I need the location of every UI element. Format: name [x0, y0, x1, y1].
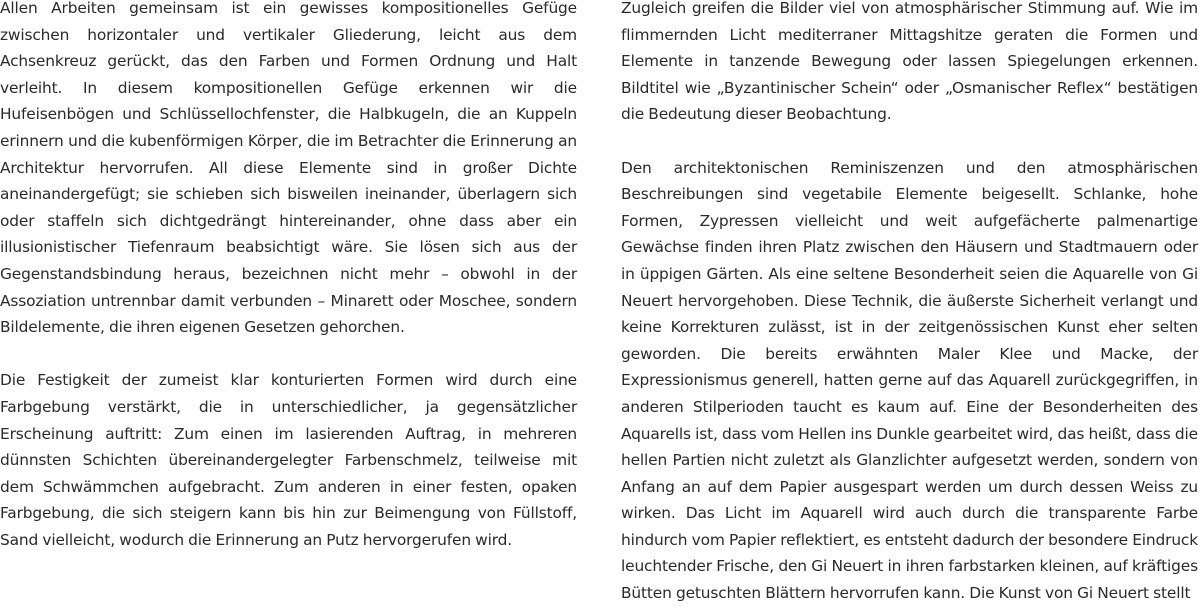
body-paragraph: Zugleich greifen die Bilder viel von atmosphärischer Stimmung auf. Wie im flimmernden Licht mediterraner Mittagshitze geraten die Formen und Elemente in tanzende Bewegung oder lassen Spiegelungen erkennen. Bildtitel wie „Byzantinischer Schein“ oder „Osmanischer Reflex“ bestätigen die Bedeutung dieser Beobachtung. [621, 0, 1198, 124]
text-column-right [621, 0, 1198, 603]
body-paragraph: Den architektonischen Reminiszenzen und den atmosphärischen Beschreibungen sind vegetabile Elemente beigesellt. Schlanke, hohe Formen, Zypressen vielleicht und weit aufgefächerte palmenartige Gewächse finden ihren Platz zwischen den Häusern und Stadtmauern oder in üppigen Gärten. Als eine seltene Besonderheit seien die Aquarelle von Gi Neuert hervorgehoben. Diese Technik, die äußerste Sicherheit verlangt und keine Korrekturen zulässt, ist in der zeitgenössischen Kunst eher selten geworden. Die bereits erwähnten Maler Klee und Macke, der Expressionismus generell, hatten gerne auf das Aquarell zurückgegriffen, in anderen Stilperioden taucht es kaum auf. Eine der Besonderheiten des Aquarells ist, dass vom Hellen ins Dunkle gearbeitet wird, das heißt, dass die hellen Partien nicht zuletzt als Glanzlichter aufgesetzt werden, sondern von Anfang an auf dem Papier ausgespart werden um durch dessen Weiss zu wirken. Das Licht im Aquarell wird auch durch die transparente Farbe hindurch vom Papier reflektiert, es entsteht dadurch der besondere Eindruck leuchtender Frische, den Gi Neuert in ihren farbstarken kleinen, auf kräftiges Bütten getuschten Blättern hervorrufen kann. Die Kunst von Gi Neuert stellt [621, 158, 1198, 603]
body-paragraph: Die Festigkeit der zumeist klar konturierten Formen wird durch eine Farbgebung verstärkt, die in unterschiedlicher, ja gegensätzlicher Erscheinung auftritt: Zum einen im lasierenden Auftrag, in mehreren dünnsten Schichten übereinandergelegter Farbenschmelz, teilweise mit dem Schwämmchen aufgebracht. Zum anderen in einer festen, opaken Farbgebung, die sich steigern kann bis hin zur Beimengung von Füllstoff, Sand vielleicht, wodurch die Erinnerung an Putz hervorgerufen wird. [0, 371, 577, 549]
body-paragraph: Allen Arbeiten gemeinsam ist ein gewisses kompositionelles Gefüge zwischen horizontaler und vertikaler Gliederung, leicht aus dem Achsenkreuz gerückt, das den Farben und Formen Ordnung und Halt verleiht. In diesem kompositionellen Gefüge erkennen wir die Hufeisenbögen und Schlüssellochfenster, die Halbkugeln, die an Kuppeln erinnern und die kubenförmigen Körper, die im Betrachter die Erinnerung an Architektur hervorrufen. All diese Elemente sind in großer Dichte aneinandergefügt; sie schieben sich bisweilen ineinander, überlagern sich oder staffeln sich dichtgedrängt hintereinander, ohne dass aber ein illusionistischer Tiefenraum beabsichtigt wäre. Sie lösen sich aus der Gegenstandsbindung heraus, bezeichnen nicht mehr – obwohl in der Assoziation untrennbar damit verbunden – Minarett oder Moschee, sondern Bildelemente, die ihren eigenen Gesetzen gehorchen. [0, 0, 577, 337]
text-column-left [0, 0, 577, 600]
